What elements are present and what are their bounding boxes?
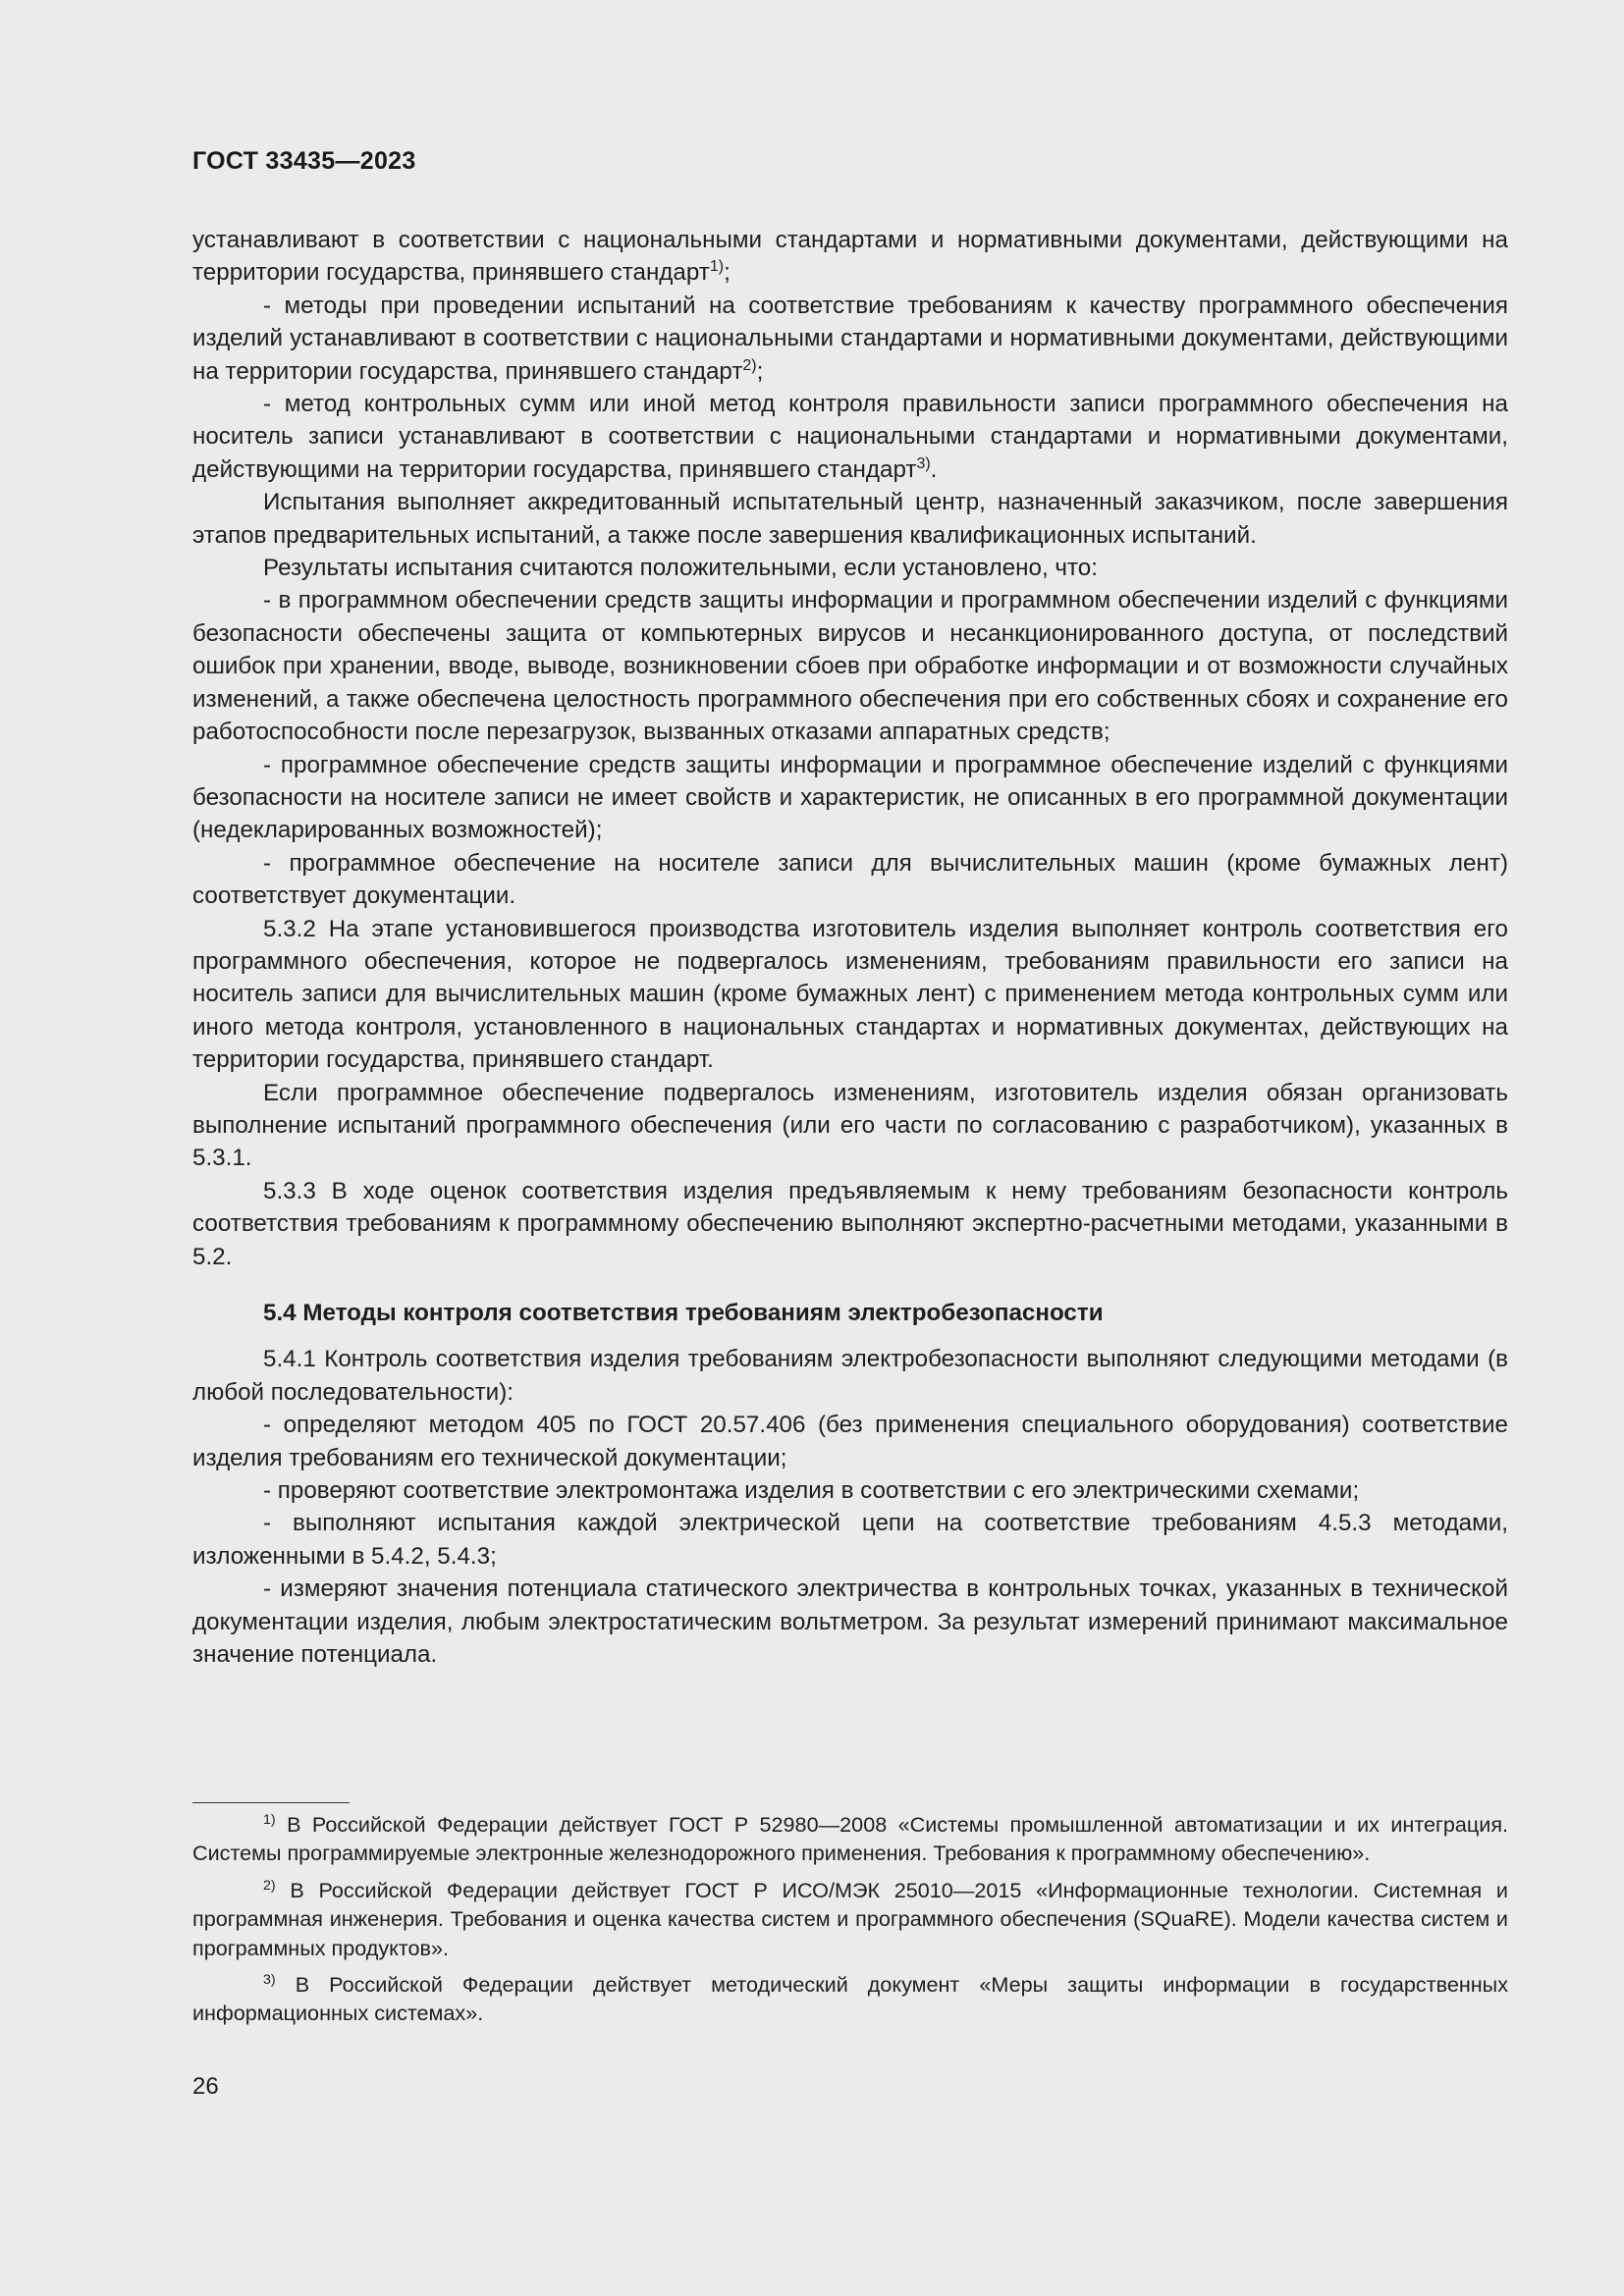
list-item-static-potential: - измеряют значения потенциала статического электричества в контрольных точках, указанных в технической документации изделия, любым электростатическим вольтметром. За результат измерений принимают максимальное значение потенциала.	[192, 1575, 1508, 1669]
clause-5-3-2: 5.3.2 На этапе установившегося производства изготовитель изделия выполняет контроль соответствия его программного обеспечения, которое не подвергалось изменениям, требованиям правильности его записи на носитель записи для вычислительных машин (кроме бумажных лент) с применением метода контрольных сумм или иного метода контроля, установленного в национальных стандартах и нормативных документах, действующих на территории государства, принявшего стандарт.	[192, 915, 1508, 1074]
footnote-ref-2[interactable]: 2)	[742, 356, 757, 374]
document-code-header: ГОСТ 33435—2023	[192, 147, 416, 175]
body-text	[192, 224, 1508, 1671]
footnote-divider	[192, 1802, 350, 1803]
footnote-1	[192, 1810, 1508, 1868]
paragraph-continuation	[192, 224, 1508, 290]
clause-5-4-1: 5.4.1 Контроль соответствия изделия требованиям электробезопасности выполняют следующими методами (в любой последовательности):	[192, 1346, 1508, 1406]
list-item-documentation-match: - программное обеспечение на носителе записи для вычислительных машин (кроме бумажных лент) соответствует документации.	[192, 849, 1508, 910]
paragraph-text: - методы при проведении испытаний на соответствие требованиям к качеству программного обеспечения изделий устанавливают в соответствии с национальными стандартами и нормативными документами, действующими на территории государства, принявшего стандарт	[192, 292, 1508, 385]
footnote-text: В Российской Федерации действует методический документ «Меры защиты информации в государственных информационных системах».	[192, 1972, 1508, 2026]
footnote-3	[192, 1970, 1508, 2028]
footnote-text: В Российской Федерации действует ГОСТ Р ИСО/МЭК 25010—2015 «Информационные технологии. Системная и программная инженерия. Требования и оценка качества систем и программного обеспечения (SQuaRE). Модели качества систем и программных продуктов».	[192, 1877, 1508, 1960]
footnote-ref-3[interactable]: 3)	[916, 455, 931, 473]
paragraph-tail: ;	[756, 357, 764, 385]
list-item-checksum-method	[192, 388, 1508, 486]
clause-5-3-3: 5.3.3 В ходе оценок соответствия изделия предъявляемым к нему требованиям безопасности контроль соответствия требованиям к программному обеспечению выполняют экспертно-расчетными методами, указанными в 5.2.	[192, 1177, 1508, 1270]
footnote-marker: 2)	[263, 1877, 276, 1894]
page-number: 26	[192, 2073, 219, 2100]
list-item-protection: - в программном обеспечении средств защиты информации и программном обеспечении изделий с функциями безопасности обеспечены защита от компьютерных вирусов и несанкционированного доступа, от последствий ошибок при хранении, вводе, выводе, возникновении сбоев при обработке информации и от возможности случайных изменений, а также обеспечена целостность программного обеспечения при его собственных сбоях и сохранение его работоспособности после перезагрузок, вызванных отказами аппаратных средств;	[192, 587, 1508, 746]
list-item-test-methods	[192, 290, 1508, 388]
footnote-text: В Российской Федерации действует ГОСТ Р 52980—2008 «Системы промышленной автоматизации и их интеграция. Системы программируемые электронные железнодорожного применения. Требования к программному обеспечению».	[192, 1812, 1509, 1866]
paragraph-testing-center: Испытания выполняет аккредитованный испытательный центр, назначенный заказчиком, после завершения этапов предварительных испытаний, а также после завершения квалификационных испытаний.	[192, 489, 1508, 549]
paragraph-tail: ;	[724, 259, 731, 287]
list-item-method-405: - определяют методом 405 по ГОСТ 20.57.406 (без применения специального оборудования) соответствие изделия требованиям его технической документации;	[192, 1412, 1508, 1471]
list-item-wiring-check: - проверяют соответствие электромонтажа изделия в соответствии с его электрическими схемами;	[263, 1477, 1360, 1505]
paragraph-software-changed: Если программное обеспечение подвергалось изменениям, изготовитель изделия обязан организовать выполнение испытаний программного обеспечения (или его части по согласованию с разработчиком), указанных в 5.3.1.	[192, 1079, 1508, 1172]
footnote-marker: 3)	[263, 1972, 276, 1989]
paragraph-tail: .	[930, 455, 938, 483]
footnote-ref-1[interactable]: 1)	[709, 258, 725, 276]
paragraph-results-intro: Результаты испытания считаются положительными, если установлено, что:	[263, 555, 1098, 582]
footnote-2	[192, 1876, 1508, 1962]
section-heading-5-4: 5.4 Методы контроля соответствия требованиям электробезопасности	[263, 1300, 1104, 1326]
footnote-marker: 1)	[263, 1812, 276, 1829]
paragraph-text: устанавливают в соответствии с национальными стандартами и нормативными документами, действующими на территории государства, принявшего стандарт	[192, 227, 1508, 287]
list-item-circuit-tests: - выполняют испытания каждой электрической цепи на соответствие требованиям 4.5.3 методами, изложенными в 5.4.2, 5.4.3;	[192, 1510, 1508, 1570]
footnotes	[192, 1810, 1508, 2036]
paragraph-text: - метод контрольных сумм или иной метод контроля правильности записи программного обеспечения на носитель записи устанавливают в соответствии с национальными стандартами и нормативными документами, действующими на территории государства, принявшего стандарт	[192, 391, 1508, 483]
list-item-undeclared-features: - программное обеспечение средств защиты информации и программное обеспечение изделий с функциями безопасности на носителе записи не имеет свойств и характеристик, не описанных в его программной документации (недекларированных возможностей);	[192, 751, 1508, 844]
